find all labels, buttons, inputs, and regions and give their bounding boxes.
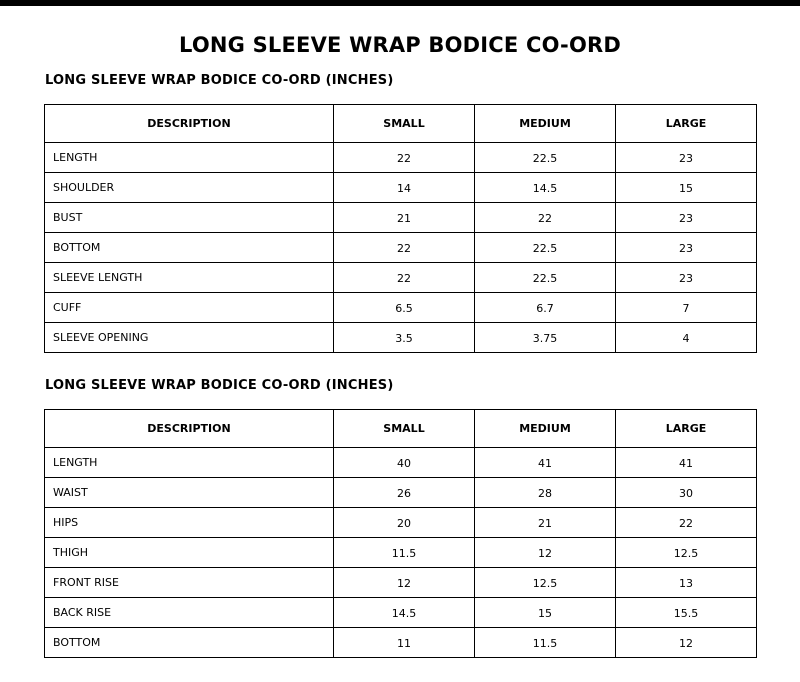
cell-large: 23 xyxy=(616,263,757,293)
cell-small: 12 xyxy=(334,568,475,598)
header-large: LARGE xyxy=(616,105,757,143)
table-row xyxy=(45,323,757,353)
cell-large: 30 xyxy=(616,478,757,508)
cell-description: WAIST xyxy=(45,478,334,508)
cell-small: 26 xyxy=(334,478,475,508)
cell-large: 12.5 xyxy=(616,538,757,568)
cell-description: THIGH xyxy=(45,538,334,568)
cell-description: BACK RISE xyxy=(45,598,334,628)
header-small: SMALL xyxy=(334,410,475,448)
cell-large: 12 xyxy=(616,628,757,658)
table-row xyxy=(45,233,757,263)
header-small: SMALL xyxy=(334,105,475,143)
header-description: DESCRIPTION xyxy=(45,105,334,143)
cell-small: 22 xyxy=(334,233,475,263)
table-header-row xyxy=(45,105,757,143)
cell-large: 23 xyxy=(616,203,757,233)
cell-description: SLEEVE LENGTH xyxy=(45,263,334,293)
cell-small: 40 xyxy=(334,448,475,478)
cell-description: LENGTH xyxy=(45,143,334,173)
cell-large: 23 xyxy=(616,233,757,263)
cell-description: HIPS xyxy=(45,508,334,538)
cell-medium: 14.5 xyxy=(475,173,616,203)
cell-large: 15 xyxy=(616,173,757,203)
header-description: DESCRIPTION xyxy=(45,410,334,448)
cell-description: FRONT RISE xyxy=(45,568,334,598)
size-table-bottom xyxy=(44,409,757,658)
cell-medium: 22.5 xyxy=(475,143,616,173)
table-row xyxy=(45,203,757,233)
header-medium: MEDIUM xyxy=(475,105,616,143)
cell-large: 22 xyxy=(616,508,757,538)
cell-large: 15.5 xyxy=(616,598,757,628)
cell-small: 6.5 xyxy=(334,293,475,323)
cell-small: 14.5 xyxy=(334,598,475,628)
cell-large: 41 xyxy=(616,448,757,478)
header-medium: MEDIUM xyxy=(475,410,616,448)
cell-medium: 41 xyxy=(475,448,616,478)
cell-small: 22 xyxy=(334,263,475,293)
table-row xyxy=(45,263,757,293)
table-row xyxy=(45,293,757,323)
cell-small: 3.5 xyxy=(334,323,475,353)
cell-medium: 28 xyxy=(475,478,616,508)
cell-medium: 6.7 xyxy=(475,293,616,323)
cell-medium: 21 xyxy=(475,508,616,538)
table-row xyxy=(45,448,757,478)
cell-large: 13 xyxy=(616,568,757,598)
cell-medium: 12.5 xyxy=(475,568,616,598)
table-row xyxy=(45,628,757,658)
table-row xyxy=(45,538,757,568)
cell-medium: 11.5 xyxy=(475,628,616,658)
header-large: LARGE xyxy=(616,410,757,448)
cell-large: 7 xyxy=(616,293,757,323)
table-row xyxy=(45,598,757,628)
section-title-top: LONG SLEEVE WRAP BODICE CO-ORD (INCHES) xyxy=(45,73,394,88)
cell-medium: 22 xyxy=(475,203,616,233)
cell-small: 14 xyxy=(334,173,475,203)
cell-description: CUFF xyxy=(45,293,334,323)
cell-small: 11 xyxy=(334,628,475,658)
table-row xyxy=(45,508,757,538)
cell-large: 4 xyxy=(616,323,757,353)
cell-medium: 3.75 xyxy=(475,323,616,353)
cell-description: SLEEVE OPENING xyxy=(45,323,334,353)
cell-description: BUST xyxy=(45,203,334,233)
table-row xyxy=(45,143,757,173)
section-title-bottom: LONG SLEEVE WRAP BODICE CO-ORD (INCHES) xyxy=(45,378,394,393)
table-row xyxy=(45,568,757,598)
cell-large: 23 xyxy=(616,143,757,173)
table-row xyxy=(45,478,757,508)
cell-description: BOTTOM xyxy=(45,628,334,658)
cell-small: 20 xyxy=(334,508,475,538)
table-header-row xyxy=(45,410,757,448)
cell-medium: 12 xyxy=(475,538,616,568)
cell-medium: 22.5 xyxy=(475,233,616,263)
cell-small: 21 xyxy=(334,203,475,233)
table-row xyxy=(45,173,757,203)
cell-medium: 15 xyxy=(475,598,616,628)
cell-medium: 22.5 xyxy=(475,263,616,293)
cell-description: SHOULDER xyxy=(45,173,334,203)
size-table-top xyxy=(44,104,757,353)
cell-description: LENGTH xyxy=(45,448,334,478)
cell-small: 22 xyxy=(334,143,475,173)
cell-description: BOTTOM xyxy=(45,233,334,263)
cell-small: 11.5 xyxy=(334,538,475,568)
page-title: LONG SLEEVE WRAP BODICE CO-ORD xyxy=(179,33,621,57)
top-border-bar xyxy=(0,0,800,6)
